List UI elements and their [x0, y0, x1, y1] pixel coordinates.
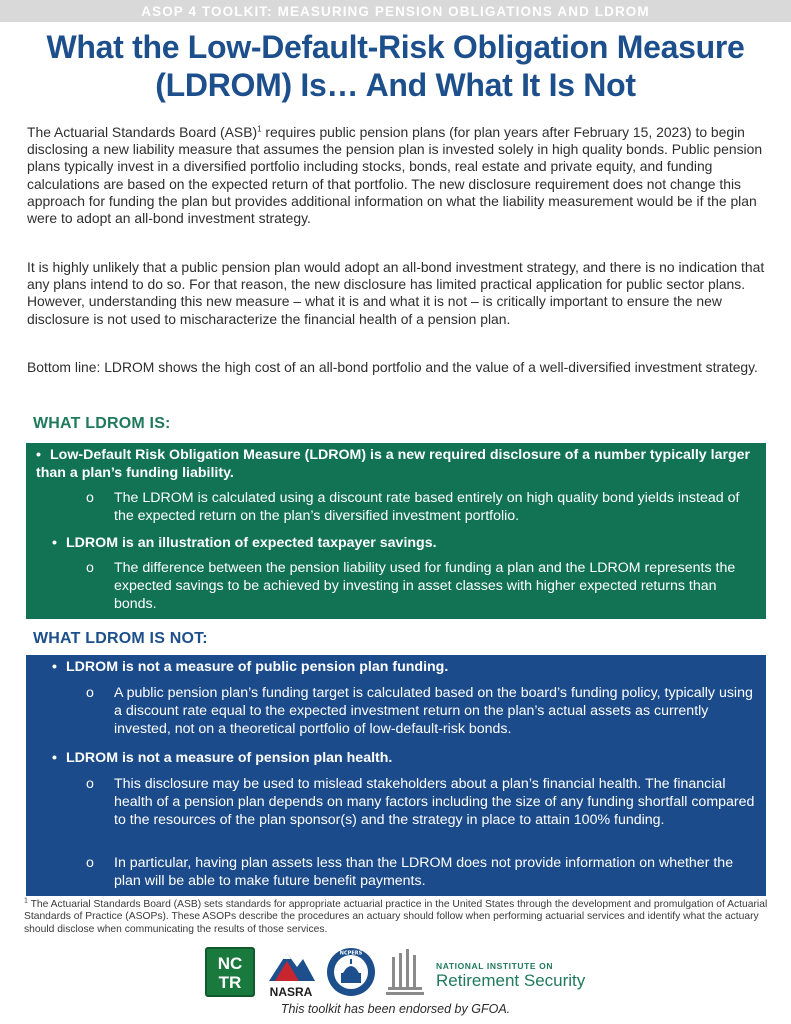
- nctr-logo-line-1: NC: [217, 954, 243, 973]
- bullet-dot: •: [36, 447, 41, 463]
- is-sub-bullet-2-text: The difference between the pension liability used for funding a plan and the LDROM represents the expected savings to be achieved by investing in asset classes with higher expected returns than bonds.: [114, 560, 736, 612]
- nctr-logo: [205, 947, 255, 997]
- intro-p1-body: requires public pension plans (for plan years after February 15, 2023) to begin disclosing a new liability measure that assumes the pension plan is invested solely in high quality bonds. Public pension plans typically invest in a diversified portfolio including stocks, bonds, real estate and private equity, and funding calculations are based on the expected return of that portfolio. The new disclosure requirement does not change this approach for funding the plan but provides additional information on what the liability measurement would be if the plan were to adopt an all-bond investment strategy.: [27, 124, 763, 227]
- not-bullet-1-text: LDROM is not a measure of public pension plan funding.: [66, 659, 449, 675]
- bullet-dot: •: [52, 535, 57, 551]
- nirs-logo: [436, 961, 585, 990]
- intro-paragraph-2: It is highly unlikely that a public pension plan would adopt an all-bond investment strategy, and there is no indication that any plans intend to do so. For that reason, the new disclosure has limited practical application for public sector plans. However, understanding this new measure – what it is and what it is not – is critically important to ensure the new disclosure is not used to mischaracterize the financial health of a pension plan.: [27, 259, 765, 327]
- nasra-logo: [265, 947, 317, 999]
- what-ldrom-is-heading: WHAT LDROM IS:: [33, 415, 171, 432]
- nasra-logo-label: NASRA: [269, 985, 313, 999]
- is-sub-bullet-1-text: The LDROM is calculated using a discount rate based entirely on high quality bond yields instead of the expected return on the plan’s diversified investment portfolio.: [114, 490, 740, 524]
- not-bullet-2: [52, 749, 752, 767]
- bullet-dot: •: [52, 750, 57, 766]
- what-ldrom-is-not-heading: WHAT LDROM IS NOT:: [33, 630, 208, 647]
- is-bullet-2: [52, 534, 752, 552]
- footnote: [24, 899, 769, 936]
- footnote-number: 1: [24, 897, 28, 905]
- sub-bullet-marker: o: [86, 560, 94, 576]
- not-sub-bullet-3: [86, 854, 758, 890]
- intro-p1-lead: The Actuarial Standards Board (ASB): [27, 124, 258, 140]
- toolkit-banner: ASOP 4 TOOLKIT: MEASURING PENSION OBLIGATIONS AND LDROM: [0, 0, 791, 22]
- ncpers-logo: [326, 947, 376, 997]
- sub-bullet-marker: o: [86, 776, 94, 792]
- ncpers-seal-icon: [326, 947, 376, 997]
- not-bullet-2-text: LDROM is not a measure of pension plan health.: [66, 750, 393, 766]
- is-bullet-1-text: Low-Default Risk Obligation Measure (LDROM) is a new required disclosure of a number typically larger than a plan’s funding liability.: [36, 447, 751, 481]
- is-bullet-2-text: LDROM is an illustration of expected taxpayer savings.: [66, 535, 437, 551]
- endorsement-note: This toolkit has been endorsed by GFOA.: [280, 1002, 511, 1016]
- nasra-mountain-icon: [265, 947, 317, 985]
- partner-logos: [0, 947, 791, 999]
- sub-bullet-marker: o: [86, 685, 94, 701]
- sub-bullet-marker: o: [86, 490, 94, 506]
- footnote-reference[interactable]: 1: [257, 124, 262, 134]
- what-ldrom-is-not-box: [26, 655, 766, 896]
- nirs-logo-bottom: Retirement Security: [436, 971, 586, 990]
- is-bullet-1: [36, 446, 756, 482]
- page-title: [0, 28, 791, 104]
- not-sub-bullet-2-text: This disclosure may be used to mislead stakeholders about a plan’s financial health. The financial health of a pension plan depends on many factors including the size of any funding shortfall compared to the resources of the plan sponsor(s) and the strategy in place to attain 100% funding.: [114, 776, 755, 828]
- not-sub-bullet-3-text: In particular, having plan assets less than the LDROM does not provide information on whether the plan will be able to make future benefit payments.: [114, 855, 734, 889]
- bottom-line-paragraph: Bottom line: LDROM shows the high cost of an all-bond portfolio and the value of a well-diversified investment strategy.: [27, 359, 758, 375]
- nirs-logo-top: NATIONAL INSTITUTE ON: [436, 961, 554, 971]
- intro-paragraph-1: [27, 124, 767, 227]
- page-title-line-1: What the Low-Default-Risk Obligation Measure: [46, 29, 745, 65]
- is-sub-bullet-2: [86, 559, 746, 613]
- nctr-logo-line-2: TR: [218, 973, 242, 992]
- footnote-text: The Actuarial Standards Board (ASB) sets standards for appropriate actuarial practice in the United States through the development and promulgation of Actuarial Standards of Practice (ASOPs). These ASOPs describe the procedures an actuary should follow when performing actuarial services and identify what the actuary should disclose when communicating the results of those services.: [24, 899, 768, 935]
- sub-bullet-marker: o: [86, 855, 94, 871]
- nirs-columns-icon: [386, 947, 426, 997]
- not-sub-bullet-1-text: A public pension plan’s funding target is calculated based on the board’s funding policy, typically using a discount rate equal to the expected investment return on the plan’s actual assets as currently invested, not on a theoretical portfolio of low-default-risk bonds.: [114, 685, 753, 737]
- what-ldrom-is-box: [26, 443, 766, 619]
- ncpers-logo-label: NCPERS: [339, 950, 363, 957]
- bullet-dot: •: [52, 659, 57, 675]
- page-title-line-2: (LDROM) Is… And What It Is Not: [155, 67, 636, 103]
- is-sub-bullet-1: [86, 489, 746, 525]
- not-sub-bullet-2: [86, 775, 758, 829]
- not-sub-bullet-1: [86, 684, 758, 738]
- not-bullet-1: [52, 658, 752, 676]
